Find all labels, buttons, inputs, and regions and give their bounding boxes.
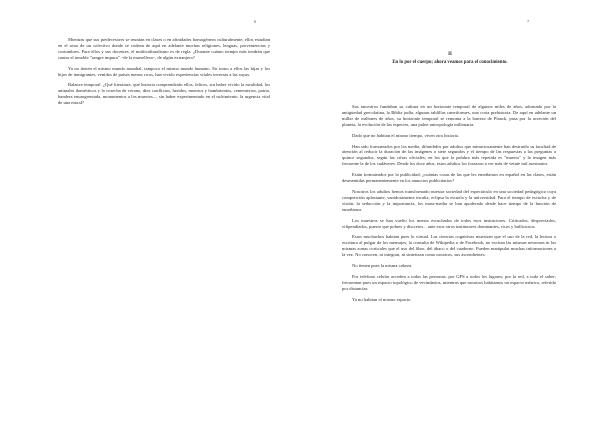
paragraph: Mientras que sus predecesores se reunían en clases o en afinidades homogéneos culturalmente, ellos estudian en el seno de un colectivo donde se codean de aquí en adelante muchas religiones, lenguas, proveniencias y costumbres. Para ellos y sus docentes, el multiculturalismo es de regla. ¿Durante cuánto tiempo más tendrán que cantar el innoble "sangre impura" ~de la marsellesa~, de algún extranjero?: [58, 37, 270, 60]
page-number: 7: [527, 19, 530, 24]
paragraph: Han sido formateados por los media, difundidos por adultos que minuciosamente han destruido su facultad de atención al reducir la duración de las imágenes a siete segundos y el tiempo de las respuestas a las preguntas a quince segundos, según las cifras oficiales; en los que la palabra más repetida es "muerto" y la imagen más frecuente la de los cadáveres. Desde los doce años, estos adultos los forzaron a ver más de veinte mil asesinatos.: [342, 143, 556, 167]
paragraph: Nosotros los adultos hemos transformado nuestra sociedad del espectáculo en una sociedad pedagógica cuya competición aplastante, vanidosamente inculta, eclipsa la escuela y la universidad. Para el tiempo de escucha y de visión, la seducción y la importancia, los mass-media se han apoderado desde hace tiempo de la función de enseñanza.: [342, 188, 556, 212]
paragraph: Están formateados por la publicidad; ¿cuántas cosas de las que les enseñamos en español en las clases, están desmentidas permanentemente en los anuncios publicitarios?: [342, 172, 556, 184]
paragraph: Estos muchachos habitan pues lo virtual. Las ciencias cognitivas muestran que el uso de la red, la lectura o escritura al pulgar de los mensajes, la consulta de Wikipedia o de Facebook, no excitan las mismas neuronas ni las mismas zonas corticales que el uso del libro, del ábaco o del cuaderno. Pueden manipular muchas informaciones a la vez. No conocen, ni integran, ni sintetizan como nosotros, sus ascendientes.: [342, 234, 556, 258]
paragraph: Por teléfono celular acceden a todas las personas; por GPS a todos los lugares; por la red, a todo el saber; frecuentan pues un espacio topológico de vecindarios, mientras que nosotros habitamos un espacio métrico, referido por distancias.: [342, 273, 556, 291]
paragraph: Balance temporal. ¿Qué literatura, qué historia comprenderán ellos, felices, sin haber vivido la ruralidad, los animales domésticos y la cosecha de verano, diez conflictos, heridos, muertos y hambrientos, cementerios, patria, bandera ensangrentada, monumentos a los muertos..., sin haber experimentado en el sufrimiento, la urgencia vital de una moral?: [58, 82, 270, 106]
paragraph: Sus ancestros fundaban su cultura en un horizonte temporal de algunos miles de años, adornado por la antigüedad grecolatina, la Biblia judía, algunas tablillas cuneiformes, una corta prehistoria. De aquí en adelante un millar de millones de años, su horizonte temporal se remonta a la barrera de Planck, pasa por la acreción del planeta, la evolución de las especies, una paleo-antropología millonaria.: [342, 104, 556, 127]
page-number: 6: [254, 19, 257, 24]
paragraph: No tienen pues la misma cabeza.: [352, 263, 413, 269]
section-title: En lo por el cuerpo; ahora veamos para el conocimiento.: [392, 60, 508, 65]
left-text-column: [58, 37, 270, 111]
paragraph: Dado que no habitan el mismo tiempo, viven otra historia.: [352, 132, 460, 138]
right-text-column: [342, 104, 556, 308]
paragraph: Los maestros se han vuelto los menos escuchados de todos esos instructores. Criticados, despreciados, vilipendiados, puesto que pobres y discretos... ante esos otros institutores dominantes, ricos y bulliciosos.: [342, 217, 556, 229]
paragraph: Ya no habitan el mismo espacio.: [352, 296, 412, 302]
paragraph: Ya no tienen el mismo mundo mundial, tampoco el mismo mundo humano. En torno a ellos las hijas y los hijos de inmigrantes, venidos de países menos ricos, han vivido experiencias vitales inversas a las suyas.: [58, 65, 270, 77]
section-number: II: [448, 52, 452, 57]
right-page: [300, 0, 600, 424]
